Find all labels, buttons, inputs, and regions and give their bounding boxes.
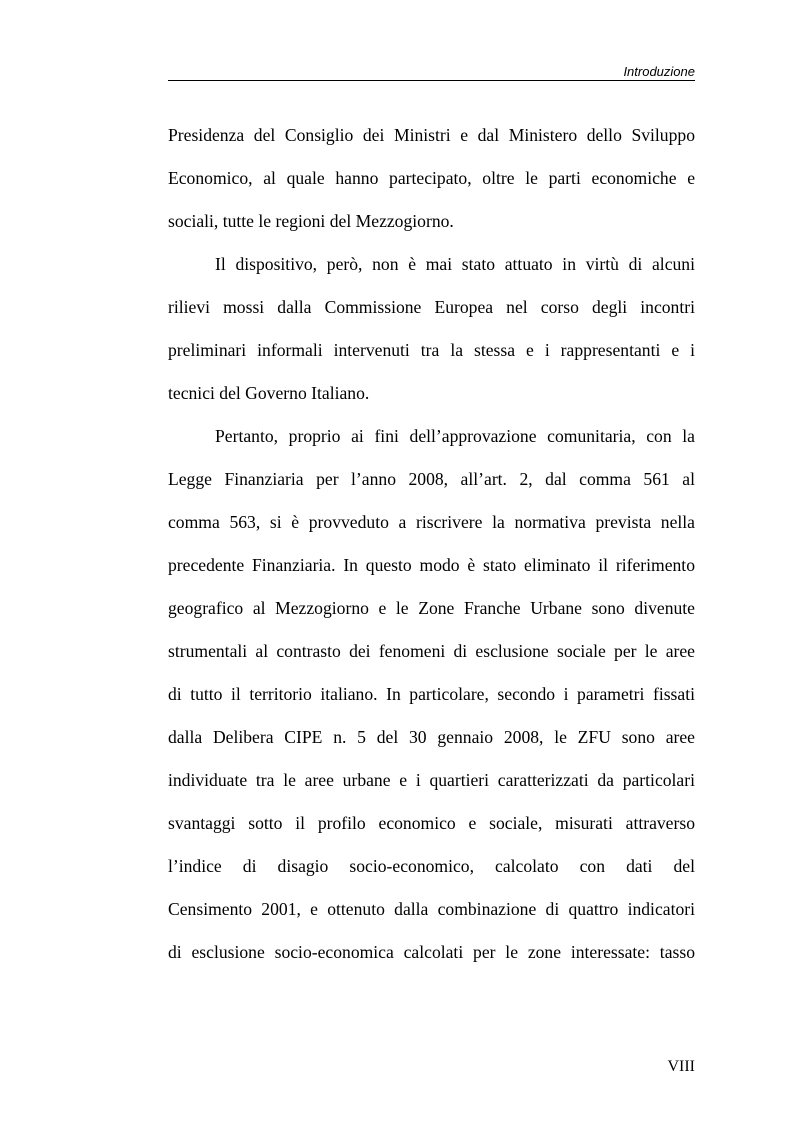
text-line: di esclusione socio-economica calcolati per le zone interessate: tasso bbox=[168, 942, 695, 962]
text-line: preliminari informali intervenuti tra la stessa e i rappresentanti e i bbox=[168, 340, 695, 360]
running-header-title: Introduzione bbox=[623, 64, 695, 79]
paragraph bbox=[168, 243, 695, 415]
text-line: Il dispositivo, però, non è mai stato attuato in virtù di alcuni bbox=[215, 254, 695, 274]
text-line: Censimento 2001, e ottenuto dalla combinazione di quattro indicatori bbox=[168, 899, 695, 919]
text-line: di tutto il territorio italiano. In particolare, secondo i parametri fissati bbox=[168, 684, 695, 704]
text-line: comma 563, si è provveduto a riscrivere la normativa prevista nella bbox=[168, 512, 695, 532]
text-line: l’indice di disagio socio-economico, calcolato con dati del bbox=[168, 856, 695, 876]
text-line: tecnici del Governo Italiano. bbox=[168, 383, 370, 403]
text-line: individuate tra le aree urbane e i quartieri caratterizzati da particolari bbox=[168, 770, 695, 790]
text-line: sociali, tutte le regioni del Mezzogiorno. bbox=[168, 211, 454, 231]
text-line: svantaggi sotto il profilo economico e sociale, misurati attraverso bbox=[168, 813, 695, 833]
body-text bbox=[168, 114, 695, 974]
text-line: Pertanto, proprio ai fini dell’approvazione comunitaria, con la bbox=[215, 426, 695, 446]
text-line: dalla Delibera CIPE n. 5 del 30 gennaio 2008, le ZFU sono aree bbox=[168, 727, 695, 747]
text-line: strumentali al contrasto dei fenomeni di esclusione sociale per le aree bbox=[168, 641, 695, 661]
text-line: geografico al Mezzogiorno e le Zone Franche Urbane sono divenute bbox=[168, 598, 695, 618]
text-line: Economico, al quale hanno partecipato, oltre le parti economiche e bbox=[168, 168, 695, 188]
text-line: Presidenza del Consiglio dei Ministri e dal Ministero dello Sviluppo bbox=[168, 125, 695, 145]
header-rule bbox=[168, 80, 695, 81]
text-line: precedente Finanziaria. In questo modo è stato eliminato il riferimento bbox=[168, 555, 695, 575]
text-line: rilievi mossi dalla Commissione Europea nel corso degli incontri bbox=[168, 297, 695, 317]
paragraph bbox=[168, 415, 695, 974]
text-line: Legge Finanziaria per l’anno 2008, all’art. 2, dal comma 561 al bbox=[168, 469, 695, 489]
paragraph bbox=[168, 114, 695, 243]
page-number: VIII bbox=[667, 1058, 695, 1075]
